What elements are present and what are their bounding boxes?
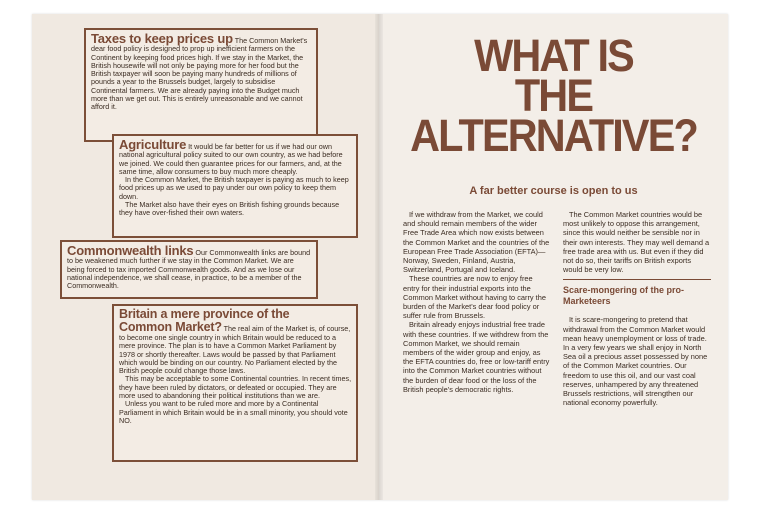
agriculture-box <box>112 134 358 238</box>
column-right-intro: The Common Market countries would be most unlikely to oppose this arrangement, since this would neither be sensible nor in their own interests. They may well demand a free trade area with us. But even if they did not do so, their tariffs on British exports would be very low. <box>563 210 710 275</box>
section-divider <box>563 279 711 280</box>
province-body-2: This may be acceptable to some Continental countries. In recent times, they have been ruled by dictators, or defeated or occupied. They are more used to abandoning their political institutions than we are. <box>119 374 352 401</box>
leaflet-spread <box>32 14 728 500</box>
agriculture-title: Agriculture <box>119 137 187 152</box>
subheading: A far better course is open to us <box>469 185 638 197</box>
commonwealth-body: Our Commonwealth links are bound to be weakened much further if we stay in the Common Market. We are being forced to tax imported Commonwealth goods. And as we lose our national independence, we shall cease, in practice, to be a member of the Commonwealth. <box>67 248 311 291</box>
right-page <box>379 14 728 500</box>
province-body-3: Unless you want to be ruled more and more by a Continental Parliament in which Britain would be in a small minority, you should vote NO. <box>119 399 348 425</box>
headline-line-3: ALTERNATIVE? <box>410 110 697 161</box>
province-box <box>112 304 358 462</box>
taxes-body: The Common Market's dear food policy is designed to prop up inefficient farmers on the Continent by keeping food prices high. If we stay in the Market, the British housewife will not only be paying more for her food but the British taxpayer will soon be paying many hundreds of millions of pounds a year to the Brussels budget, largely to subsidise Continental farmers. We are already paying into the Budget much more than we get out. This is entirely unreasonable and we cannot afford it. <box>91 36 308 112</box>
province-body-1: The real aim of the Market is, of course, to become one single country in which Britain would be reduced to a mere province. The plan is to have a Common Market Parliament by 1978 or shortly thereafter. Laws would be passed by that Parliament which would be binding on our country. No Parliament elected by the British people could change those laws. <box>119 324 351 376</box>
taxes-title: Taxes to keep prices up <box>91 31 233 46</box>
column-right <box>563 210 711 407</box>
headline-line-1: WHAT IS <box>474 30 633 81</box>
headline-line-2: THE <box>514 70 593 121</box>
agriculture-body-1: It would be far better for us if we had our own national agricultural policy suited to our own country, as we had before we joined. We could then guarantee prices for our farmers, and, at the same time, allow consumers to buy much more cheaply. <box>119 142 343 176</box>
taxes-box <box>84 28 318 142</box>
section-title: Scare-mongering of the pro-Marketeers <box>563 285 685 307</box>
left-page <box>32 14 379 500</box>
agriculture-body-2: In the Common Market, the British taxpayer is paying as much to keep food prices up as we used to pay under our own policy to keep them down. <box>119 175 349 201</box>
agriculture-body-3: The Market also have their eyes on British fishing grounds because they have over-fished their own waters. <box>119 200 340 218</box>
column-left <box>403 210 551 394</box>
column-left-para-3: Britain already enjoys industrial free trade with these countries. If we withdrew from the Common Market, we should remain members of the wider group and enjoy, as the EFTA countries do, free or low-tariff entry into the Common Market countries without the burden of dear food or the loss of the British people's democratic rights. <box>403 320 550 394</box>
province-title-line1: Britain a mere province of the <box>119 307 290 321</box>
column-left-para-2: These countries are now to enjoy free entry for their industrial exports into the Common Market without having to carry the burden of the Market's dear food policy or suffer rule from Brussels. <box>403 274 546 321</box>
page-gutter <box>375 14 383 500</box>
headline <box>393 30 714 161</box>
column-left-para-1: If we withdraw from the Market, we could and should remain members of the wider Free Trade Area which now exists between the Common Market and the countries of the European Free Trade Association (EFTA)—Norway, Sweden, Finland, Austria, Switzerland, Portugal and Iceland. <box>403 210 550 275</box>
column-right-body: It is scare-mongering to pretend that withdrawal from the Common Market would mean heavy unemployment or loss of trade. In a very few years we shall enjoy in North Sea oil a precious asset possessed by none of the Common Market countries. Our freedom to use this oil, and our vast coal reserves, unhampered by any threatened Brussels restrictions, will strengthen our national economy powerfully. <box>563 315 708 408</box>
commonwealth-box <box>60 240 318 299</box>
province-title-line2: Common Market? <box>119 320 222 334</box>
commonwealth-title: Commonwealth links <box>67 243 194 258</box>
